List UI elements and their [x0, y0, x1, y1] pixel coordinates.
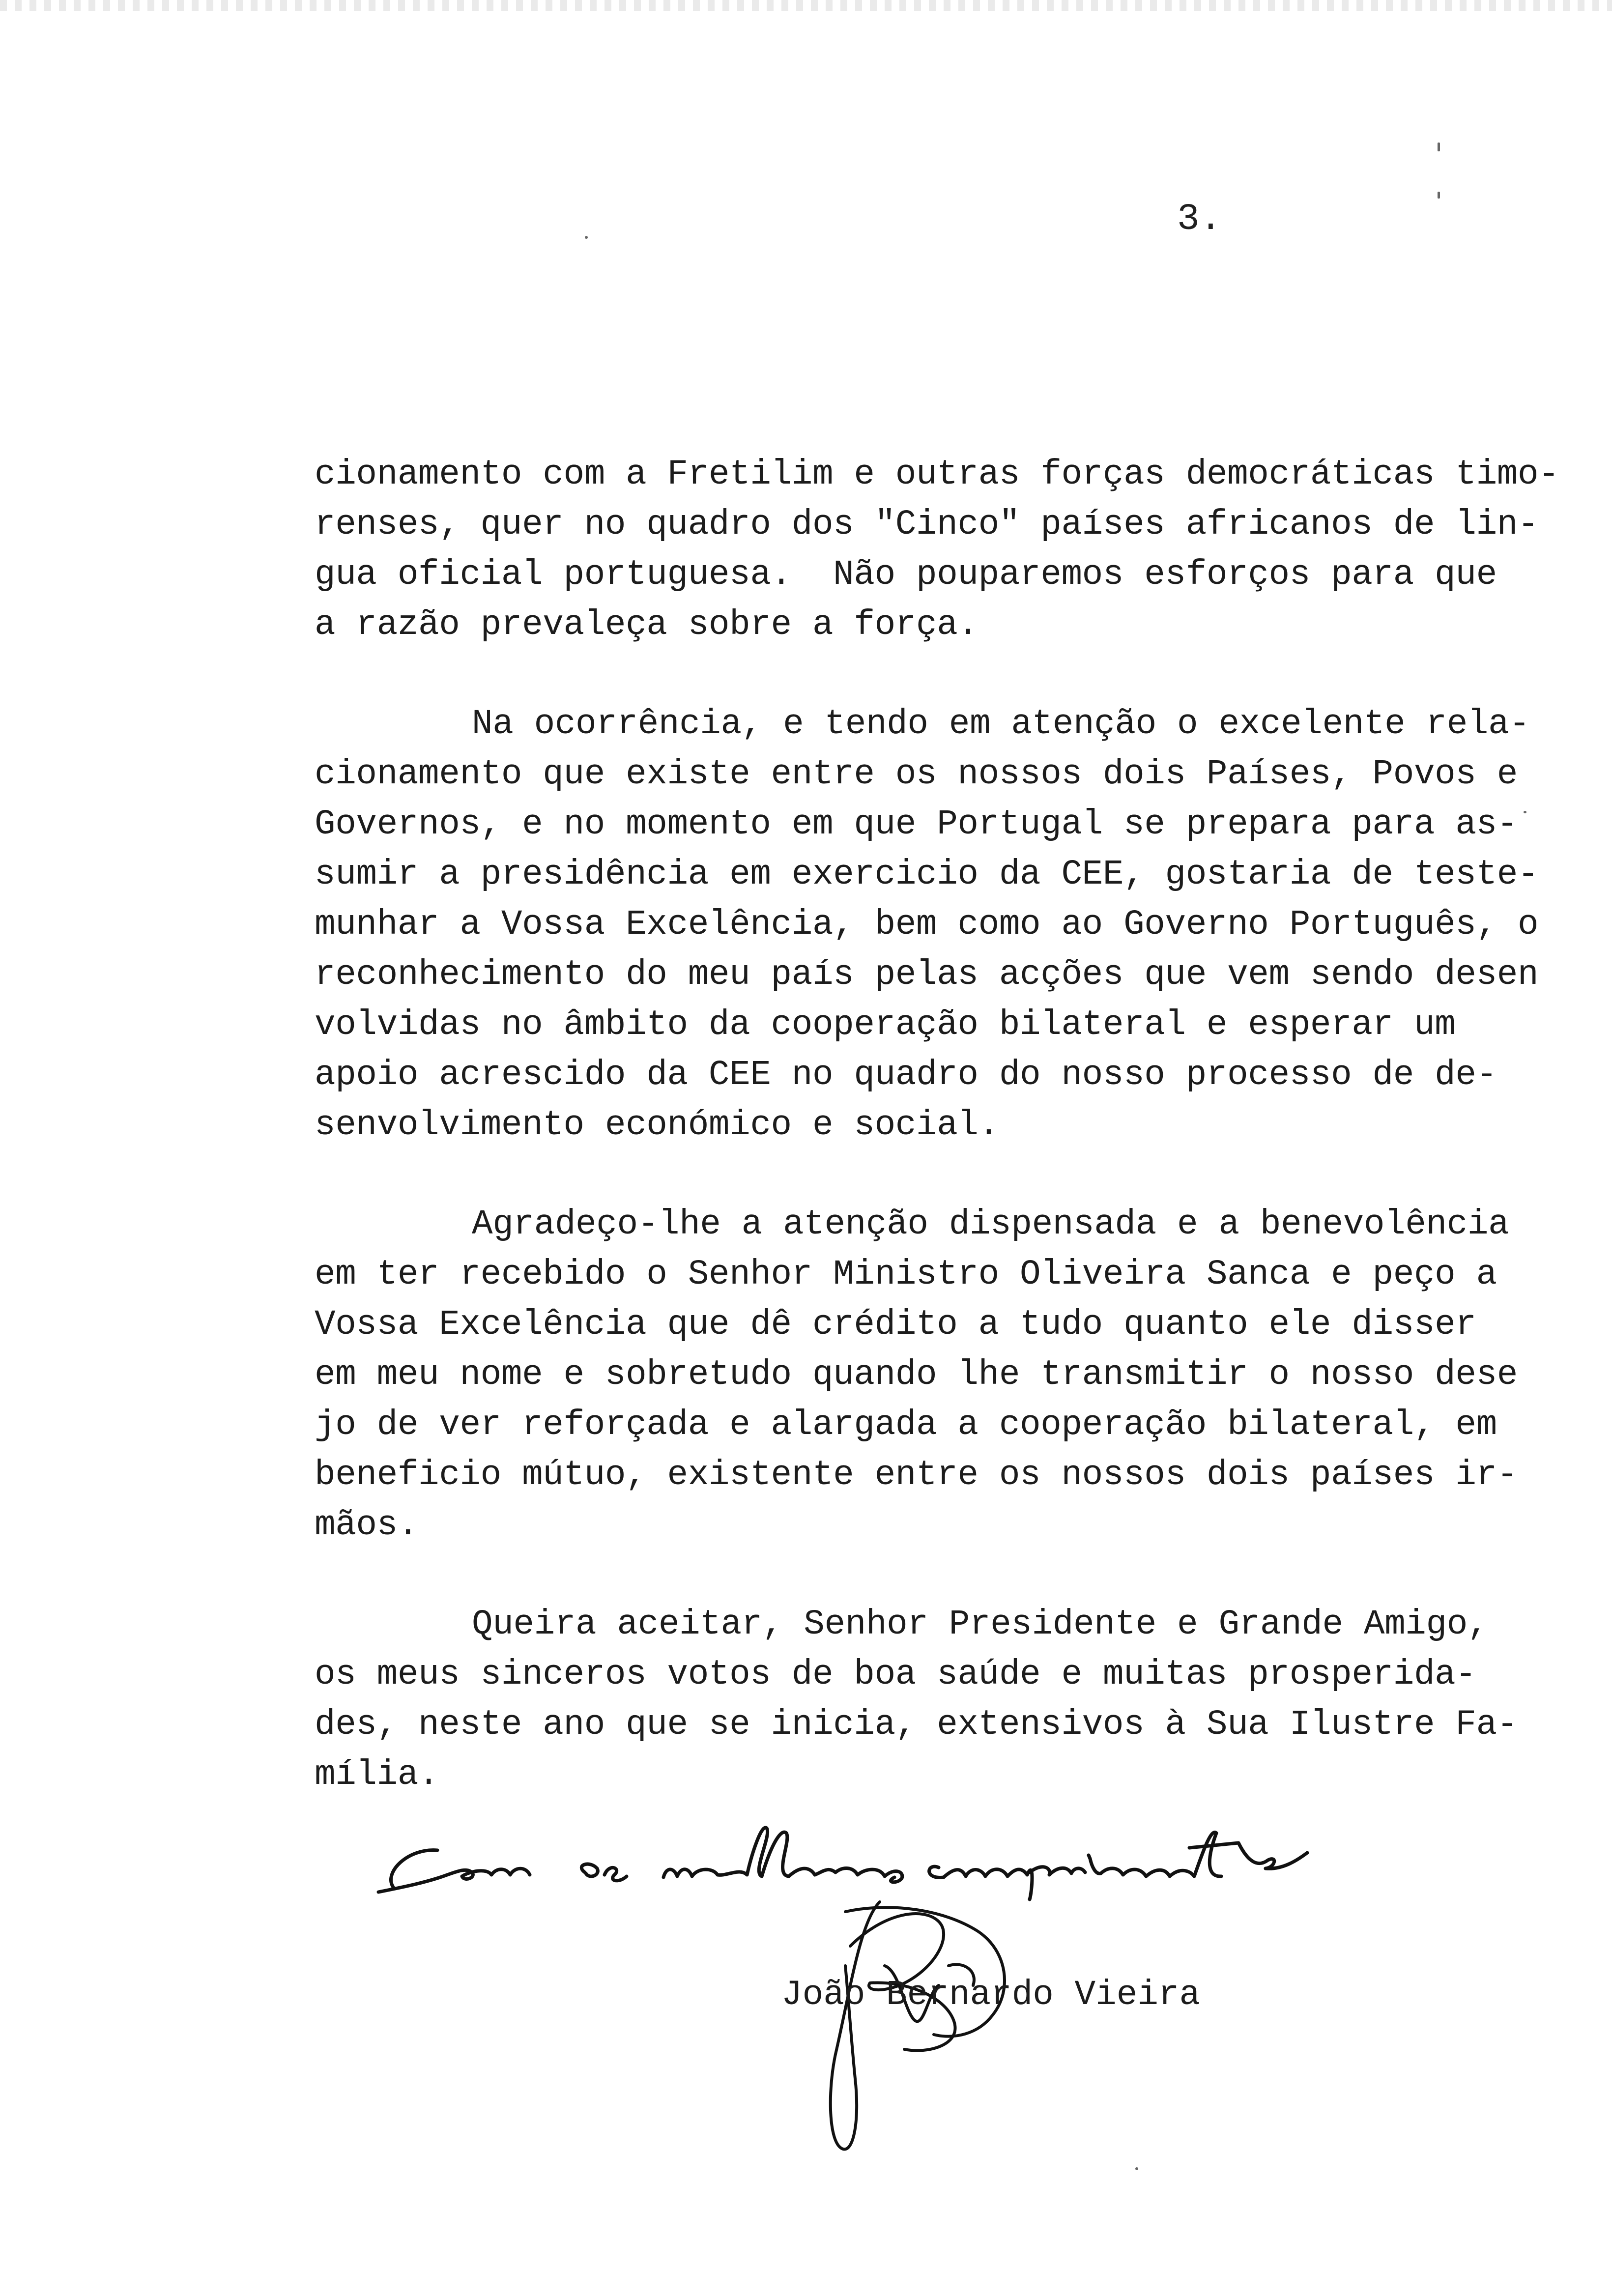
signature-graphic	[806, 1892, 1062, 2162]
scan-speck	[1438, 192, 1440, 199]
text-line: Na ocorrência, e tendo em atenção o excelente rela-	[472, 705, 1530, 744]
text-line: des, neste ano que se inicia, extensivos à Sua Ilustre Fa-	[315, 1705, 1518, 1745]
text-line: cionamento com a Fretilim e outras forças democráticas timo-	[315, 455, 1559, 494]
text-line: mília.	[315, 1755, 439, 1795]
scan-edge-artifact	[0, 0, 1612, 11]
text-line: Queira aceitar, Senhor Presidente e Grande Amigo,	[472, 1605, 1489, 1644]
paragraph-3	[315, 1200, 1533, 1550]
scan-speck	[585, 236, 588, 239]
text-line: apoio acrescido da CEE no quadro do nosso processo de de-	[315, 1056, 1497, 1095]
scan-speck	[1438, 143, 1440, 151]
text-line: munhar a Vossa Excelência, bem como ao Governo Português, o	[315, 905, 1539, 945]
text-line: gua oficial portuguesa. Não pouparemos esforços para que	[315, 555, 1497, 595]
text-line: em meu nome e sobretudo quando lhe transmitir o nosso dese	[315, 1355, 1518, 1395]
paragraph-gap	[315, 1550, 1533, 1600]
text-line: beneficio mútuo, existente entre os nossos dois países ir-	[315, 1456, 1518, 1495]
scan-speck	[1135, 2167, 1138, 2170]
scan-speck	[1524, 811, 1526, 813]
text-line: mãos.	[315, 1506, 419, 1545]
signatory-name: João Bernardo Vieira	[781, 1976, 1201, 2015]
paragraph-gap	[315, 650, 1533, 699]
paragraph-gap	[315, 1150, 1533, 1200]
paragraph-1	[315, 450, 1559, 650]
text-line: senvolvimento económico e social.	[315, 1106, 999, 1145]
text-line: volvidas no âmbito da cooperação bilateral e esperar um	[315, 1005, 1456, 1045]
paragraph-4	[315, 1600, 1533, 1800]
text-line: Vossa Excelência que dê crédito a tudo quanto ele disser	[315, 1305, 1476, 1345]
text-line: Agradeço-lhe a atenção dispensada e a benevolência	[472, 1205, 1509, 1244]
paragraph-2	[315, 699, 1539, 1150]
text-line: cionamento que existe entre os nossos dois Países, Povos e	[315, 755, 1518, 794]
text-line: Governos, e no momento em que Portugal se prepara para as-	[315, 805, 1518, 844]
text-line: reconhecimento do meu país pelas acções que vem sendo desen	[315, 955, 1539, 995]
text-line: a razão prevaleça sobre a força.	[315, 605, 979, 645]
text-line: os meus sinceros votos de boa saúde e muitas prosperida-	[315, 1655, 1476, 1694]
page-number: 3.	[1177, 198, 1222, 240]
text-line: jo de ver reforçada e alargada a cooperação bilateral, em	[315, 1406, 1497, 1445]
text-line: em ter recebido o Senhor Ministro Oliveira Sanca e peço a	[315, 1255, 1497, 1294]
text-line: renses, quer no quadro dos "Cinco" países africanos de lin-	[315, 505, 1539, 545]
text-line: sumir a presidência em exercicio da CEE, gostaria de teste-	[315, 855, 1539, 894]
handwritten-closing	[374, 1813, 1504, 1902]
letter-body	[315, 450, 1559, 1800]
